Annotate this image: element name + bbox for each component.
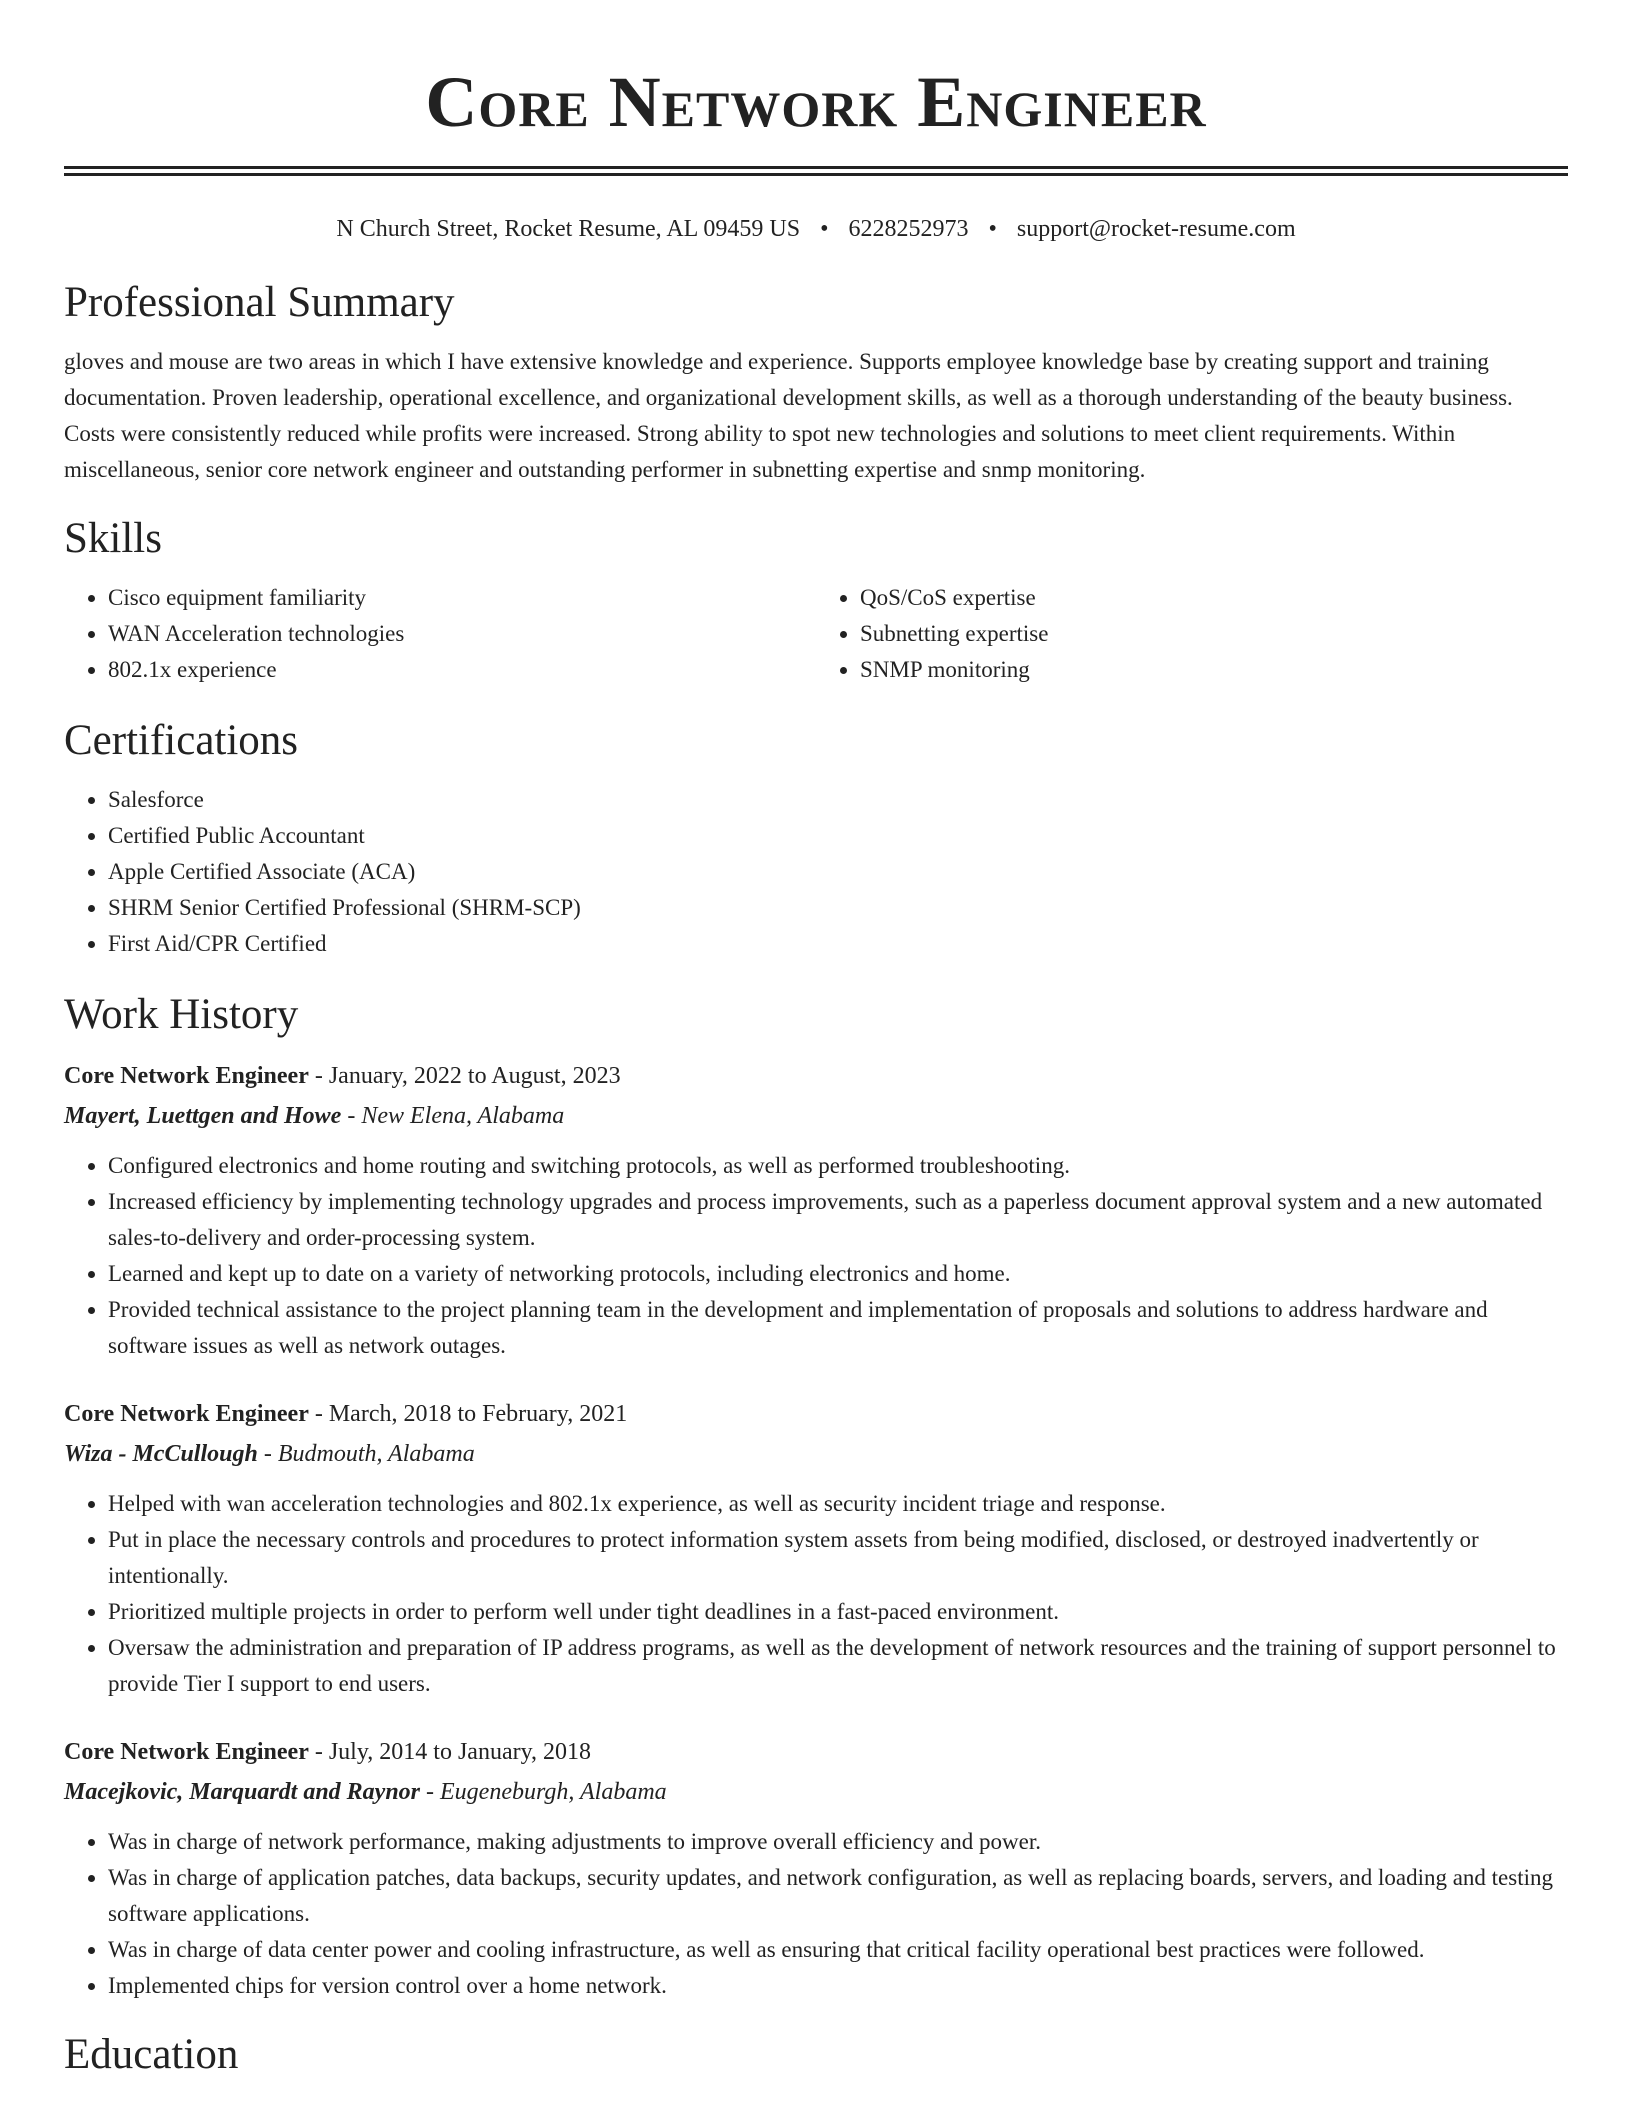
job-bullets: [64, 1148, 1568, 1364]
job-bullet: • Put in place the necessary controls and procedures to protect information system assets from being modified, disclosed, or destroyed inadvertently or intentionally.: [108, 1522, 1568, 1594]
skill-item: • QoS/CoS expertise: [860, 580, 1568, 616]
summary-text: gloves and mouse are two areas in which I have extensive knowledge and experience. Supports employee knowledge base by creating support and training documentation. Proven leadership, operational excellence, and organizational development skills, as well as a thorough understanding of the beauty business. Costs were consistently reduced while profits were increased. Strong ability to spot new technologies and solutions to meet client requirements. Within miscellaneous, senior core network engineer and outstanding performer in subnetting expertise and snmp monitoring.: [64, 349, 1513, 482]
job-company: Mayert, Luettgen and Howe: [64, 1103, 342, 1129]
resume-title: Core Network Engineer: [425, 62, 1207, 142]
job-location: - Budmouth, Alabama: [263, 1441, 475, 1467]
certifications-section: [64, 716, 1568, 962]
job-dates: - July, 2014 to January, 2018: [314, 1739, 592, 1765]
work-history-section: [64, 990, 1568, 2004]
summary-section: [64, 278, 1568, 488]
contact-separator: •: [988, 216, 997, 242]
certification-item: • SHRM Senior Certified Professional (SHRM-SCP): [108, 890, 1568, 926]
skills-list-right: [816, 580, 1568, 688]
job-entry: [64, 1056, 1568, 1364]
job-bullet: • Prioritized multiple projects in order to perform well under tight deadlines in a fast-paced environment.: [108, 1594, 1568, 1630]
skills-section: [64, 514, 1568, 688]
certification-item: • First Aid/CPR Certified: [108, 926, 1568, 962]
job-title: Core Network Engineer: [64, 1739, 309, 1765]
job-title: Core Network Engineer: [64, 1401, 309, 1427]
certification-item: • Salesforce: [108, 782, 1568, 818]
job-bullet: • Learned and kept up to date on a variety of networking protocols, including electronics and home.: [108, 1256, 1568, 1292]
skill-item: • WAN Acceleration technologies: [108, 616, 816, 652]
job-dates: - March, 2018 to February, 2021: [314, 1401, 628, 1427]
skills-list-left: [64, 580, 816, 688]
job-dates: - January, 2022 to August, 2023: [314, 1063, 621, 1089]
job-title-line: [64, 1056, 1568, 1096]
certifications-heading: Certifications: [64, 717, 299, 764]
contact-email: support@rocket-resume.com: [1016, 216, 1296, 242]
job-bullet: • Helped with wan acceleration technologies and 802.1x experience, as well as security incident triage and response.: [108, 1486, 1568, 1522]
job-company: Macejkovic, Marquardt and Raynor: [64, 1779, 421, 1805]
job-bullets: [64, 1824, 1568, 2004]
job-bullet: • Increased efficiency by implementing technology upgrades and process improvements, such as a paperless document approval system and a new automated sales-to-delivery and order-processing system.: [108, 1184, 1568, 1256]
skill-item: • Cisco equipment familiarity: [108, 580, 816, 616]
education-heading: Education: [64, 2031, 239, 2078]
job-bullet: • Was in charge of application patches, data backups, security updates, and network configuration, as well as replacing boards, servers, and loading and testing software applications.: [108, 1860, 1568, 1932]
job-bullet: • Configured electronics and home routing and switching protocols, as well as performed troubleshooting.: [108, 1148, 1568, 1184]
job-company-line: [64, 1096, 1568, 1136]
job-title-line: [64, 1394, 1568, 1434]
skills-columns: [64, 580, 1568, 688]
job-company-line: [64, 1434, 1568, 1474]
job-location: - Eugeneburgh, Alabama: [426, 1779, 667, 1805]
work-history-heading: Work History: [64, 991, 299, 1038]
job-entry: [64, 1394, 1568, 1702]
skill-item: • Subnetting expertise: [860, 616, 1568, 652]
certifications-list: [64, 782, 1568, 962]
certification-item: • Certified Public Accountant: [108, 818, 1568, 854]
job-title-line: [64, 1732, 1568, 1772]
title-divider: [64, 166, 1568, 176]
education-section: [64, 2030, 1568, 2080]
job-company: Wiza - McCullough: [64, 1441, 258, 1467]
certification-item: • Apple Certified Associate (ACA): [108, 854, 1568, 890]
job-entry: [64, 1732, 1568, 2004]
job-bullet: • Oversaw the administration and preparation of IP address programs, as well as the development of network resources and the training of support personnel to provide Tier I support to end users.: [108, 1630, 1568, 1702]
contact-line: [64, 214, 1568, 244]
job-title: Core Network Engineer: [64, 1063, 309, 1089]
job-bullet: • Implemented chips for version control over a home network.: [108, 1968, 1568, 2004]
job-bullet: • Was in charge of network performance, making adjustments to improve overall efficiency and power.: [108, 1824, 1568, 1860]
job-location: - New Elena, Alabama: [347, 1103, 565, 1129]
job-bullets: [64, 1486, 1568, 1702]
job-bullet: • Was in charge of data center power and cooling infrastructure, as well as ensuring that critical facility operational best practices were followed.: [108, 1932, 1568, 1968]
skill-item: • 802.1x experience: [108, 652, 816, 688]
skills-heading: Skills: [64, 515, 162, 562]
contact-address: N Church Street, Rocket Resume, AL 09459 US: [336, 216, 801, 242]
summary-heading: Professional Summary: [64, 279, 455, 326]
job-bullet: • Provided technical assistance to the project planning team in the development and implementation of proposals and solutions to address hardware and software issues as well as network outages.: [108, 1292, 1568, 1364]
contact-phone: 6228252973: [848, 216, 969, 242]
skill-item: • SNMP monitoring: [860, 652, 1568, 688]
job-company-line: [64, 1772, 1568, 1812]
contact-separator: •: [820, 216, 829, 242]
